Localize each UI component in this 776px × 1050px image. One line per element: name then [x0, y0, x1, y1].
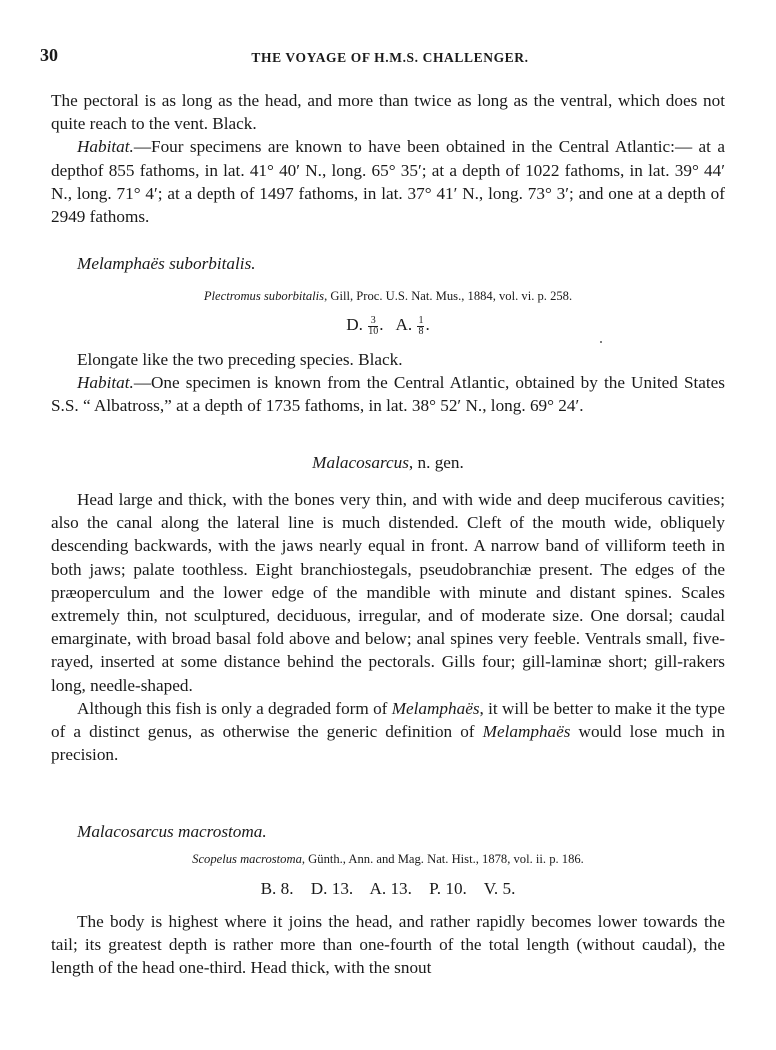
formula-a-label: A. [395, 315, 413, 334]
genus-note-paragraph [51, 697, 725, 767]
fin-formula: D. $\frac{3}{10}$ . A. $\frac{1}{8}$ . [346, 314, 430, 337]
intro-paragraph: The pectoral is as long as the head, and more than twice as long as the ventral, which does not quite reach to the vent. Black. [51, 91, 725, 134]
genus-suffix: , n. gen. [408, 453, 464, 472]
page-header [40, 44, 740, 68]
genus-ref: Melamphaës [391, 698, 480, 718]
synonym-reference: , Günth., Ann. and Mag. Nat. Hist., 1878, vol. ii. p. 186. [301, 852, 584, 866]
print-speck [600, 341, 602, 343]
text-run: Although this fish is only a degraded form of [77, 698, 392, 718]
genus-paragraph: Head large and thick, with the bones very thin, and with wide and deep muciferous cavities; also the canal along the lateral line is much distended. Cleft of the mouth wide, obliquely descending backwards, with the jaws nearly equal in front. A narrow band of villiform teeth in both jaws; palate toothless. Eight branchiostegals, pseudobranchiæ present. The edges of the præoperculum and the lower edge of the mandible with minute and distant spines. Scales extremely thin, not sculptured, deciduous, irregular, and of moderate size. One dorsal; caudal emarginate, with broad basal fold above and below; anal spines very feeble. Ventrals small, five-rayed, inserted at some distance behind the pectorals. Gills four; gill-laminæ short; gill-rakers long, needle-shaped. [51, 490, 725, 695]
fraction-numerator: 3 [368, 316, 378, 327]
fraction-numerator: 1 [418, 314, 424, 326]
genus-description [51, 488, 725, 766]
intro-section [51, 89, 725, 228]
habitat-text: —Four specimens are known to have been obtained in the Central Atlantic:— at a depthof 855 fathoms, in lat. 41° 40′ N., long. 65° 35′; at a depth of 1022 fathoms, in lat. 39° 44′ N., long. 71° 4′; at a depth of 1497 fathoms, in lat. 37° 41′ N., long. 73° 3′; and one at a depth of 2949 fathoms. [51, 137, 725, 227]
page-number: 30 [40, 45, 58, 65]
habitat-paragraph [51, 371, 725, 417]
habitat-label: Habitat. [77, 137, 134, 157]
genus-ref: Melamphaës [482, 722, 571, 742]
habitat-text: —One specimen is known from the Central Atlantic, obtained by the United States S.S. “ Albatross,” at a depth of 1735 fathoms, in lat. 38° 52′ N., long. 69° 24′. [51, 373, 725, 416]
running-title: THE VOYAGE OF H.M.S. CHALLENGER. [251, 50, 529, 65]
formula-a-fraction [417, 316, 424, 337]
text-run: would lose much in precision. [51, 722, 725, 765]
synonym-reference: , Gill, Proc. U.S. Nat. Mus., 1884, vol. vi. p. 258. [324, 289, 573, 303]
species-title: Melamphaës suborbitalis. [77, 254, 256, 273]
habitat-label: Habitat. [77, 373, 134, 393]
genus-name: Malacosarcus [312, 453, 409, 472]
description-paragraph: The body is highest where it joins the head, and rather rapidly becomes lower towards the tail; its greatest depth is rather more than one-fourth of the total length (without caudal), the length of the head one-third. Head thick, with the snout [51, 912, 725, 978]
synonym-name: Scopelus macrostoma [192, 852, 302, 866]
description-paragraph: Elongate like the two preceding species. Black. [77, 350, 403, 369]
synonym-line [51, 287, 725, 305]
synonym-line [51, 850, 725, 868]
genus-title [51, 451, 725, 474]
formula-d-fraction [368, 316, 378, 337]
species-title: Malacosarcus macrostoma. [77, 822, 267, 841]
species-description [51, 910, 725, 980]
fin-formula: B. 8. D. 13. A. 13. P. 10. V. 5. [260, 879, 516, 898]
species-description [51, 348, 725, 418]
text-run: , it will be better to make it the type of a distinct genus, as otherwise the generic definition of [51, 698, 725, 742]
fraction-denominator: 10 [368, 325, 379, 337]
fraction-denominator: 8 [418, 325, 424, 337]
synonym-name: Plectromus suborbitalis [203, 289, 325, 303]
formula-d-label: D. [346, 315, 363, 334]
habitat-paragraph [51, 135, 725, 228]
